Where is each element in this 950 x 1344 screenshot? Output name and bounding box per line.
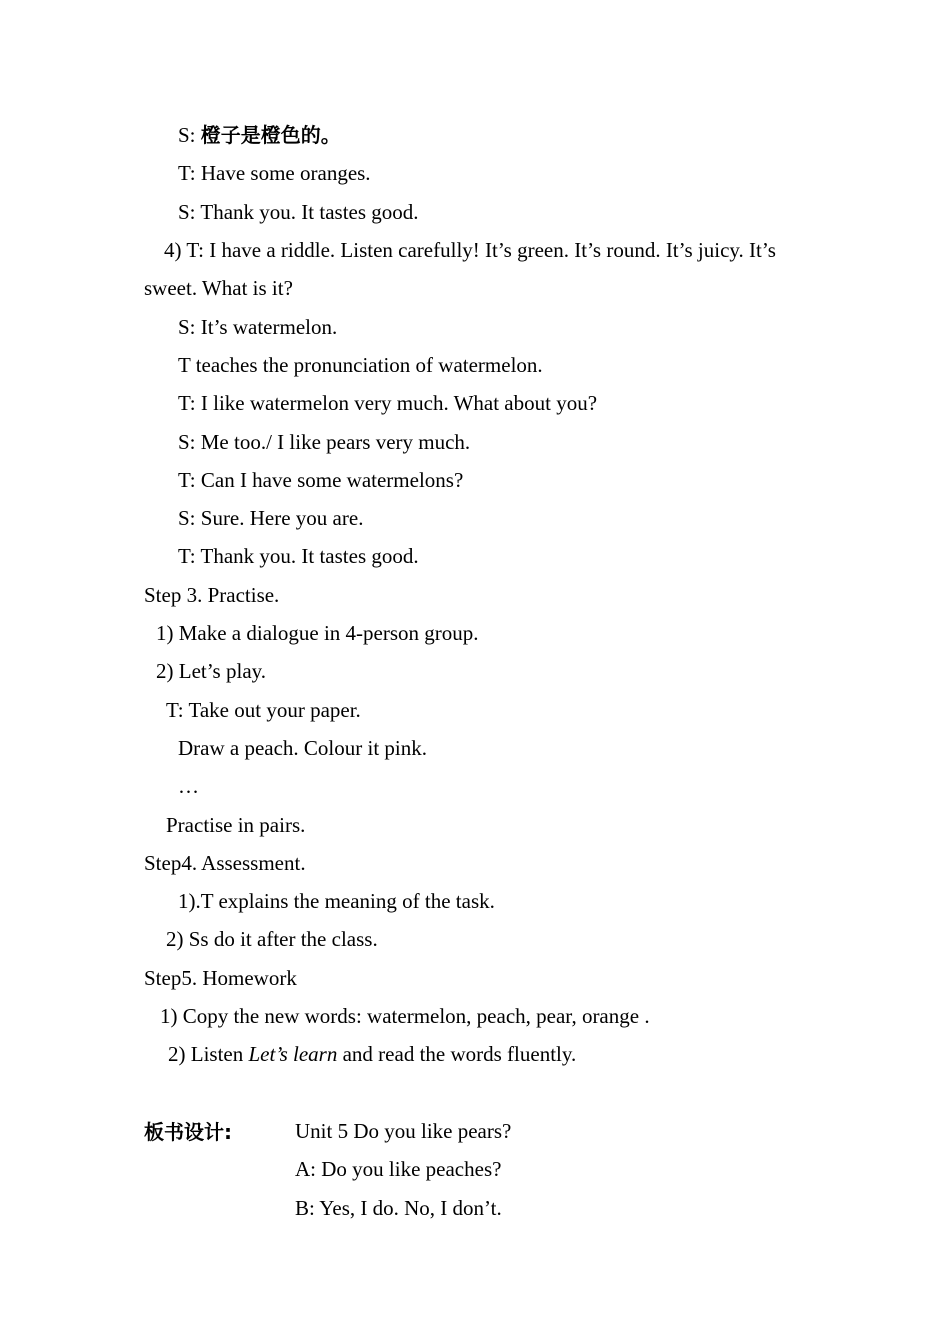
chinese-sentence: 橙子是橙色的。 xyxy=(200,123,341,147)
dialogue-line: S: Me too./ I like pears very much. xyxy=(178,430,471,454)
step-item xyxy=(168,1042,576,1066)
dialogue-line: T: I like watermelon very much. What about you? xyxy=(178,391,598,415)
riddle-line: 4) T: I have a riddle. Listen carefully! It’s green. It’s round. It’s juicy. It’s xyxy=(164,238,776,262)
speaker-prefix: S: xyxy=(178,123,201,147)
board-line-a: A: Do you like peaches? xyxy=(295,1157,502,1181)
dialogue-line xyxy=(178,123,341,147)
step-item: 2) Let’s play. xyxy=(156,659,267,683)
board-line-b: B: Yes, I do. No, I don’t. xyxy=(295,1196,502,1220)
step-item: 1) Copy the new words: watermelon, peach, pear, orange . xyxy=(160,1004,650,1028)
lets-learn-italic: Let’s learn xyxy=(248,1042,338,1066)
homework-suffix: and read the words fluently. xyxy=(337,1042,577,1066)
dialogue-line: T: Can I have some watermelons? xyxy=(178,468,464,492)
homework-prefix: 2) Listen xyxy=(168,1042,249,1066)
board-title: Unit 5 Do you like pears? xyxy=(295,1119,512,1143)
instruction-line: Practise in pairs. xyxy=(166,813,306,837)
step-item: 2) Ss do it after the class. xyxy=(166,927,378,951)
ellipsis: … xyxy=(178,774,199,798)
instruction-line: Draw a peach. Colour it pink. xyxy=(178,736,428,760)
step-heading: Step4. Assessment. xyxy=(144,851,306,875)
board-design-label: 板书设计: xyxy=(144,1120,232,1144)
dialogue-line: S: It’s watermelon. xyxy=(178,315,338,339)
step-heading: Step 3. Practise. xyxy=(144,583,280,607)
instruction-line: T teaches the pronunciation of watermelon. xyxy=(178,353,543,377)
step-item: 1) Make a dialogue in 4-person group. xyxy=(156,621,479,645)
dialogue-line: T: Thank you. It tastes good. xyxy=(178,544,419,568)
step-item: 1).T explains the meaning of the task. xyxy=(178,889,495,913)
dialogue-line: T: Take out your paper. xyxy=(166,698,361,722)
riddle-line-continued: sweet. What is it? xyxy=(144,276,293,300)
dialogue-line: S: Sure. Here you are. xyxy=(178,506,364,530)
dialogue-line: S: Thank you. It tastes good. xyxy=(178,200,419,224)
dialogue-line: T: Have some oranges. xyxy=(178,161,371,185)
step-heading: Step5. Homework xyxy=(144,966,297,990)
